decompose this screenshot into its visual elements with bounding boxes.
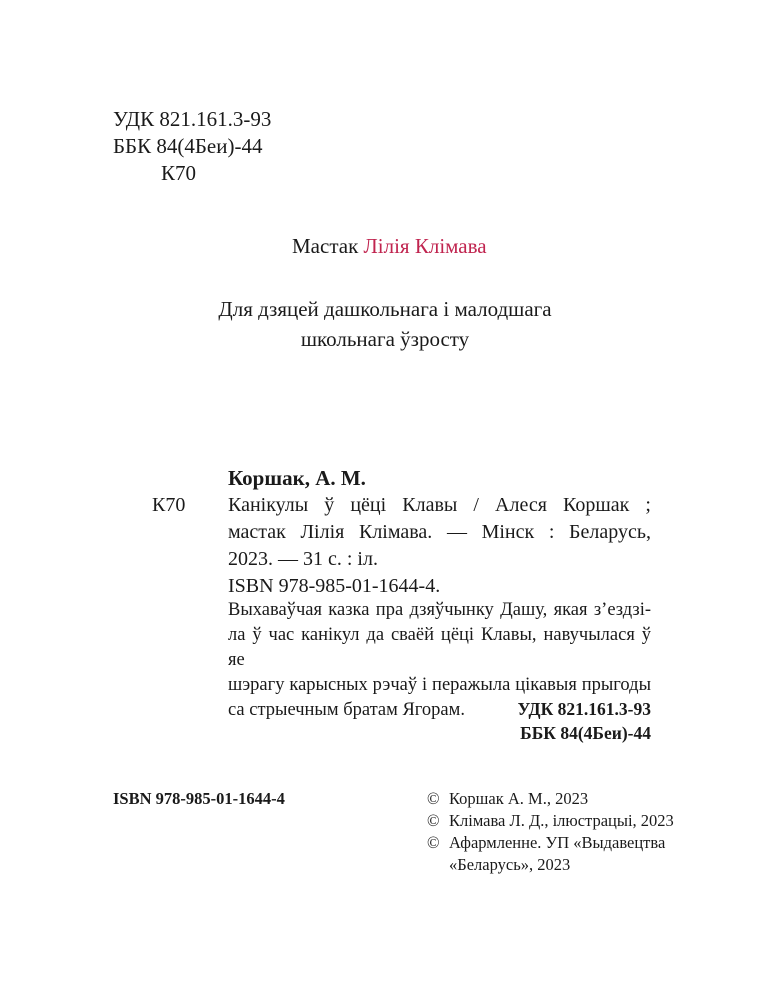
classification-block <box>113 106 271 187</box>
artist-label: Мастак <box>292 234 359 258</box>
copyright-block <box>427 788 674 876</box>
udk-code: УДК 821.161.3-93 <box>113 107 272 131</box>
card-code: К70 <box>152 494 186 516</box>
audience-line-1: Для дзяцей дашкольнага і малодшага <box>218 297 552 321</box>
copyright-text-3: Афармленне. УП «Выдавецтва <box>449 833 666 852</box>
copyright-line-2 <box>427 810 674 832</box>
audience-line-2: школьнага ўзросту <box>300 327 470 351</box>
annotation-line-1: Выхаваўчая казка пра дзяўчынку Дашу, якая з’ездзі- <box>228 600 651 620</box>
copyright-icon: © <box>427 811 440 830</box>
card-codes <box>451 697 651 745</box>
author-mark: К70 <box>161 161 197 185</box>
card-udk: УДК 821.161.3-93 <box>517 699 651 719</box>
card-title-line: Канікулы ў цёці Клавы / Алеся Коршак ; <box>228 494 651 516</box>
card-description <box>228 492 651 600</box>
annotation-line-3: шэрагу карысных рэчаў і перажыла цікавыя прыгоды <box>228 675 651 695</box>
annotation-line-2: ла ў час канікул да сваёй цёці Клавы, навучылася ў яе <box>228 625 651 670</box>
copyright-text-1: Коршак А. М., 2023 <box>449 789 589 808</box>
card-publication-line: 2023. — 31 с. : іл. <box>228 548 378 570</box>
artist-name: Лілія Клімава <box>363 234 487 258</box>
artist-line <box>292 234 487 259</box>
copyright-line-3 <box>427 832 674 854</box>
copyright-icon: © <box>427 833 440 852</box>
copyright-icon: © <box>427 789 440 808</box>
card-bbk: ББК 84(4Беи)-44 <box>520 723 651 743</box>
footer-isbn: ISBN 978-985-01-1644-4 <box>113 789 285 808</box>
card-author: Коршак, А. М. <box>228 466 366 490</box>
bbk-code: ББК 84(4Беи)-44 <box>113 134 263 158</box>
copyright-line-1 <box>427 788 674 810</box>
copyright-text-2: Клімава Л. Д., ілюстрацыі, 2023 <box>449 811 674 830</box>
card-artist-line: мастак Лілія Клімава. — Мінск : Беларусь, <box>228 521 651 543</box>
audience-note <box>0 294 770 354</box>
card-isbn: ISBN 978-985-01-1644-4. <box>228 575 441 597</box>
annotation-line-4: са стрыечным братам Ягорам. <box>228 700 465 720</box>
copyright-continuation: «Беларусь», 2023 <box>449 855 571 874</box>
